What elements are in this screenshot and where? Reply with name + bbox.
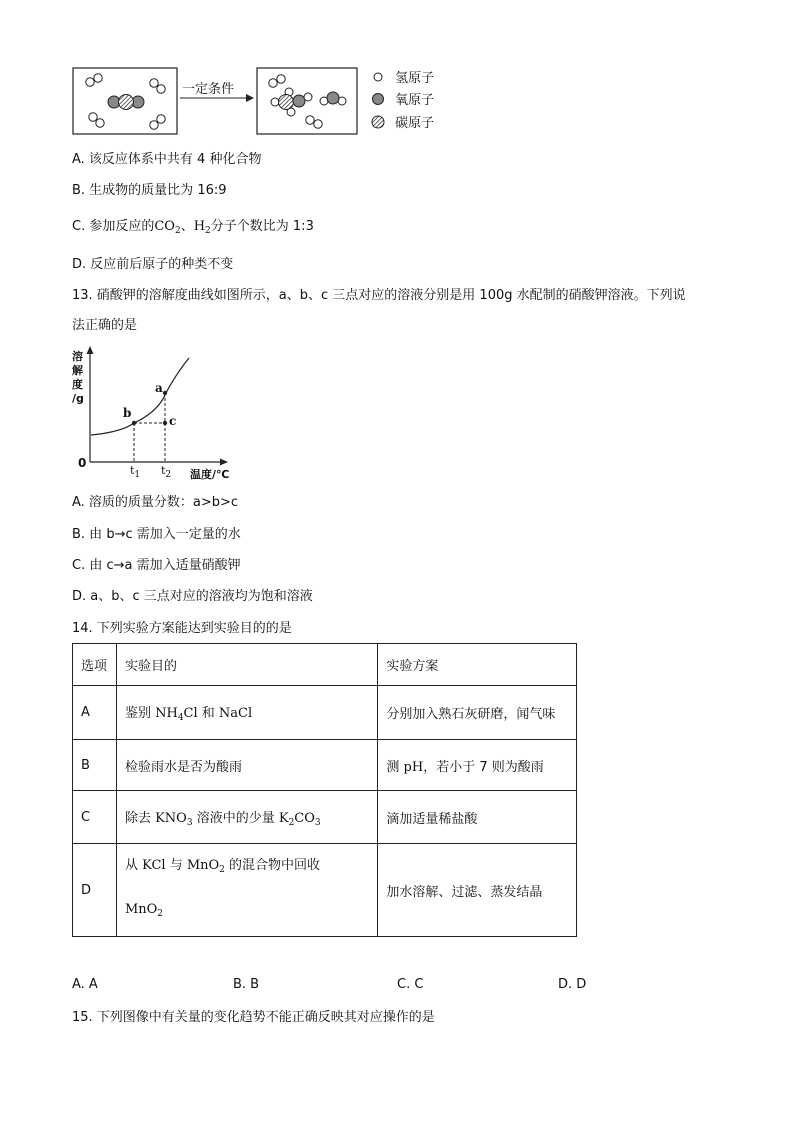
legend-hydrogen: 氢原子 (371, 70, 434, 87)
x-axis-arrow (220, 459, 228, 466)
methanol-molecule (271, 88, 312, 116)
white-circle-icon (371, 70, 385, 84)
legend-carbon: 碳原子 (371, 115, 434, 132)
q12-option-c: C. 参加反应的$CO_2$、$H_2$分子个数比为 1:3 (72, 219, 314, 236)
experiment-table (72, 643, 577, 937)
h2-molecule (269, 75, 285, 87)
header-option: 选项 (73, 644, 117, 686)
hatched-circle-icon (371, 115, 385, 129)
q13-stem-line2: 法正确的是 (72, 318, 138, 333)
h2-molecule (150, 115, 165, 129)
table-row: B 检验雨水是否为酸雨 测 pH，若小于 7 则为酸雨 (73, 740, 577, 791)
table-row: A 鉴别 $NH_4Cl$ 和 NaCl 分别加入熟石灰研磨，闻气味 (73, 686, 577, 740)
q12-option-b: B. 生成物的质量比为 16:9 (72, 183, 227, 198)
gray-circle-icon (371, 92, 385, 106)
q14-answer-c: C. C (397, 977, 424, 992)
y-axis-arrow (87, 346, 94, 354)
formula-h2: $H_2$ (193, 219, 211, 236)
q12-option-a: A. 该反应体系中共有 4 种化合物 (72, 152, 262, 167)
q13-option-a: A. 溶质的质量分数：a>b>c (72, 495, 239, 510)
water-molecule (320, 92, 346, 105)
table-header-row (73, 644, 577, 686)
formula-co2: $CO_2$ (154, 219, 181, 236)
q13-stem-line1: 13. 硝酸钾的溶解度曲线如图所示，a、b、c 三点对应的溶液分别是用 100g 水配制的硝酸钾溶液。下列说 (72, 288, 686, 303)
point-c (163, 421, 167, 425)
q12-option-d: D. 反应前后原子的种类不变 (72, 257, 234, 272)
q14-answer-a: A. A (72, 977, 98, 992)
q15-stem: 15. 下列图像中有关量的变化趋势不能正确反映其对应操作的是 (72, 1010, 435, 1025)
tick-t1: $t_1$ (130, 464, 141, 480)
graph-origin: 0 (78, 456, 87, 470)
label-b: b (123, 406, 132, 420)
table-row: C 除去 $KNO_3$ 溶液中的少量 $K_2CO_3$ 滴加适量稀盐酸 (73, 791, 577, 844)
reaction-diagram (70, 64, 370, 138)
arrow-head (246, 94, 254, 102)
co2-molecule (108, 95, 144, 110)
q13-option-b: B. 由 b→c 需加入一定量的水 (72, 527, 241, 542)
q14-answer-b: B. B (233, 977, 260, 992)
h2-molecule (89, 113, 104, 127)
legend-oxygen: 氧原子 (371, 92, 434, 109)
graph-y-label: 溶 解 度 /g (72, 350, 84, 405)
tick-t2: $t_2$ (161, 464, 172, 480)
arrow-label: 一定条件 (182, 82, 235, 97)
q14-answer-d: D. D (558, 977, 587, 992)
graph-x-label: 温度/℃ (190, 468, 230, 481)
point-a (163, 391, 167, 395)
h2-molecule (150, 79, 165, 93)
table-row: D 从 KCl 与 MnO$_2$ 的混合物中回收 MnO$_2$ 加水溶解、过滤、蒸发结晶 (73, 844, 577, 937)
label-c: c (169, 414, 177, 428)
point-b (132, 421, 136, 425)
solubility-graph (70, 344, 250, 484)
header-method: 实验方案 (378, 644, 577, 686)
h2-molecule (306, 116, 322, 128)
header-purpose: 实验目的 (116, 644, 377, 686)
h2-molecule (86, 74, 102, 86)
q13-option-c: C. 由 c→a 需加入适量硝酸钾 (72, 558, 241, 573)
q13-option-d: D. a、b、c 三点对应的溶液均为饱和溶液 (72, 589, 313, 604)
q14-stem: 14. 下列实验方案能达到实验目的的是 (72, 621, 292, 636)
label-a: a (155, 381, 163, 395)
